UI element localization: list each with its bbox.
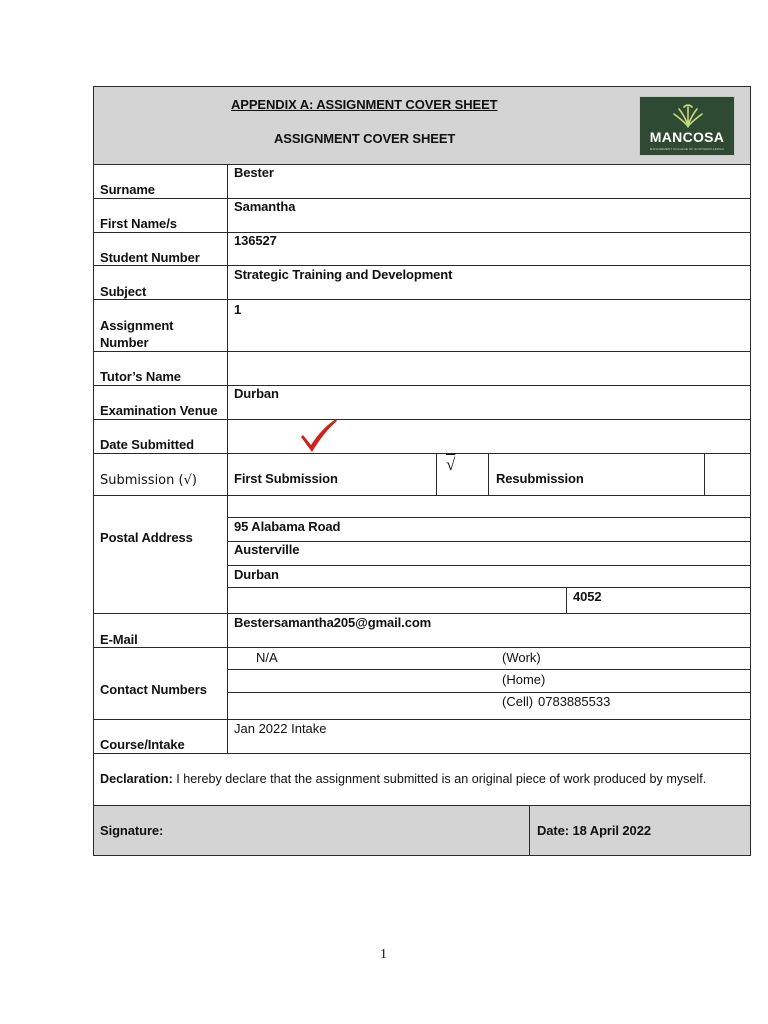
signature-date: Date: 18 April 2022 (537, 823, 651, 838)
subject-label: Subject (100, 284, 147, 299)
surname-label: Surname (100, 182, 155, 197)
red-check-mark-icon (298, 418, 338, 454)
postal-address-label: Postal Address (100, 530, 193, 545)
student-number-label: Student Number (100, 250, 200, 265)
appendix-title: APPENDIX A: ASSIGNMENT COVER SHEET (231, 97, 498, 112)
resubmission-label: Resubmission (496, 471, 584, 486)
postal-line-2: Austerville (234, 542, 300, 557)
tutor-label: Tutor’s Name (100, 369, 181, 384)
assignment-number-value: 1 (234, 302, 242, 317)
signature-label: Signature: (100, 823, 164, 838)
postal-line-1: 95 Alabama Road (234, 519, 341, 534)
exam-venue-label: Examination Venue (100, 403, 218, 418)
declaration-text: I hereby declare that the assignment submitted is an original piece of work produced by myself. (172, 772, 707, 786)
page-number: 1 (380, 947, 387, 962)
email-value: Bestersamantha205@gmail.com (234, 615, 432, 630)
sheet-title: ASSIGNMENT COVER SHEET (274, 131, 456, 146)
assignment-number-label-2: Number (100, 335, 149, 350)
cell-label: (Cell) (502, 694, 534, 709)
mancosa-logo (639, 96, 735, 156)
date-submitted-label: Date Submitted (100, 437, 194, 452)
logo-subtext: MANAGEMENT COLLEGE OF SOUTHERN AFRICA (649, 147, 725, 151)
declaration-label: Declaration: (100, 772, 173, 786)
email-label: E-Mail (100, 632, 138, 647)
student-number-value: 136527 (234, 233, 277, 248)
postal-code: 4052 (573, 589, 602, 604)
work-number-value: N/A (256, 650, 278, 665)
leaf-icon (640, 99, 736, 131)
submission-label: Submission (√) (100, 473, 197, 488)
logo-text: MANCOSA (649, 129, 725, 145)
postal-line-3: Durban (234, 567, 279, 582)
course-intake-label: Course/Intake (100, 737, 185, 752)
signature-band (94, 806, 750, 855)
cell-number-value: 0783885533 (538, 694, 611, 709)
exam-venue-value: Durban (234, 386, 279, 401)
contact-numbers-label: Contact Numbers (100, 682, 207, 697)
work-label: (Work) (502, 650, 541, 665)
first-submission-label: First Submission (234, 471, 338, 486)
subject-value: Strategic Training and Development (234, 267, 453, 282)
first-names-label: First Name/s (100, 216, 177, 231)
first-names-value: Samantha (234, 199, 296, 214)
home-label: (Home) (502, 672, 546, 687)
surname-value: Bester (234, 165, 274, 180)
assignment-number-label-1: Assignment (100, 318, 174, 333)
declaration (100, 772, 706, 786)
course-intake-value: Jan 2022 Intake (234, 721, 327, 736)
first-submission-tick: √ (446, 455, 456, 474)
